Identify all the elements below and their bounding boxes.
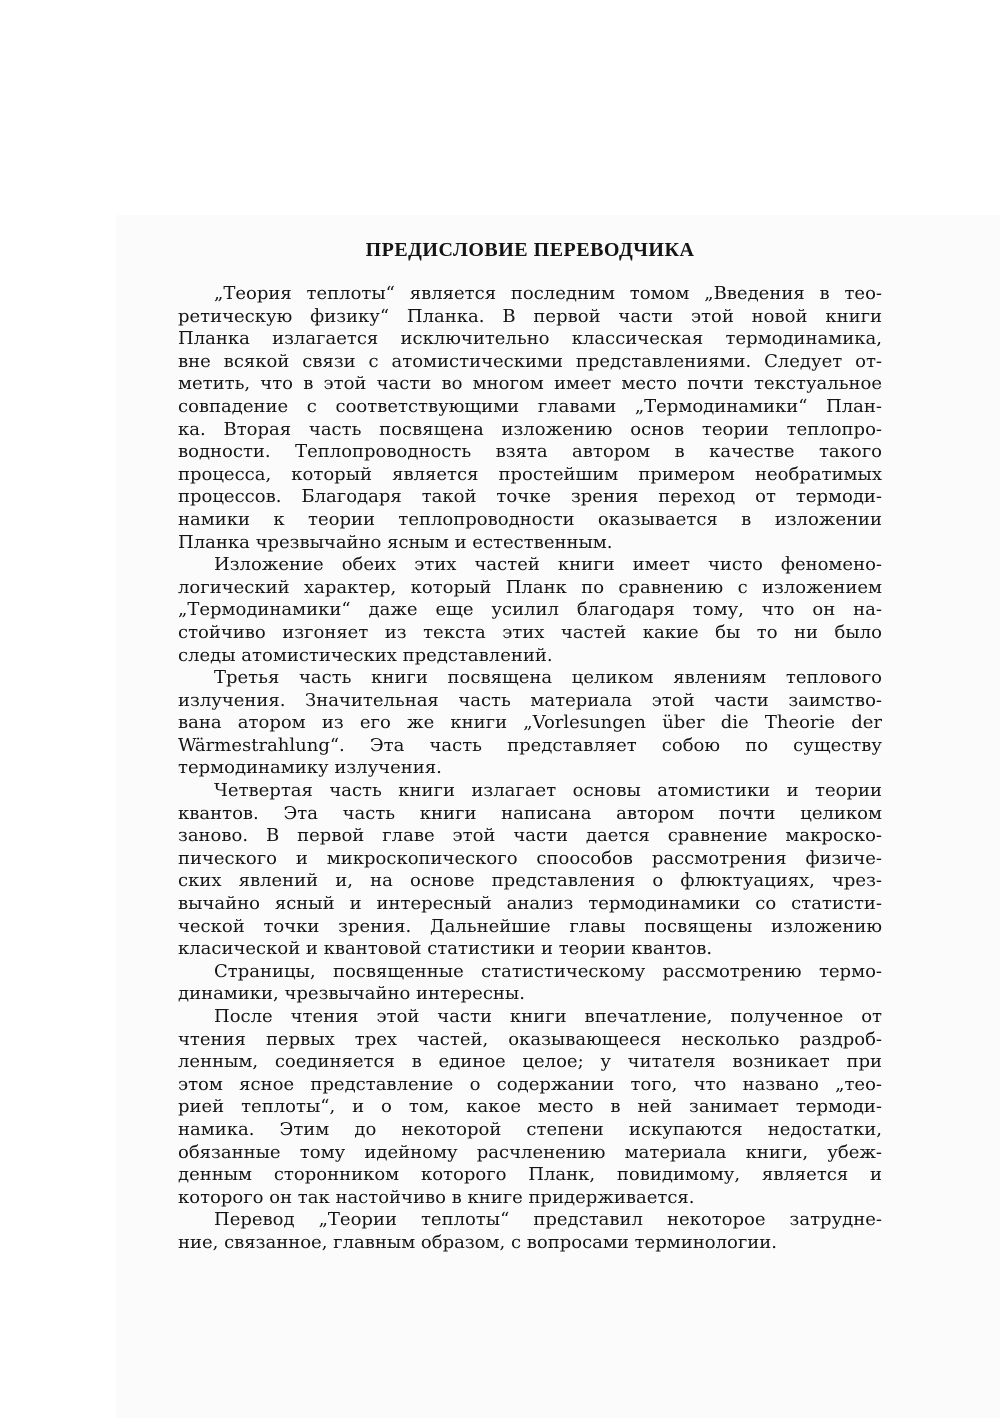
text-line: „Термодинамики“ даже еще усилил благодаря тому, что он на- xyxy=(178,599,882,621)
text-line: Третья часть книги посвящена целиком явлениям теплового xyxy=(214,667,882,689)
text-line: процесса, который является простейшим примером необратимых xyxy=(178,463,882,485)
text-line: логический характер, который Планк по сравнению с изложением xyxy=(178,576,882,598)
text-line: вана атором из его же книги „Vorlesungen über die Theorie der xyxy=(178,712,882,734)
text-line: ленным, соединяется в единое целое; у читателя возникает при xyxy=(178,1051,882,1073)
text-line: ка. Вторая часть посвящена изложению основ теории теплопро- xyxy=(178,418,882,440)
text-line: вычайно ясный и интересный анализ термодинамики со статисти- xyxy=(178,893,882,915)
text-line: Страницы, посвященные статистическому рассмотрению термо- xyxy=(214,960,882,982)
text-line: После чтения этой части книги впечатление, полученное от xyxy=(214,1006,882,1027)
text-line: чтения первых трех частей, оказывающееся несколько раздроб- xyxy=(178,1028,882,1050)
document-body xyxy=(178,283,882,1255)
text-line: совпадение с соответствующими главами „Термодинамики“ План- xyxy=(178,395,882,417)
text-line: денным сторонником которого Планк, повидимому, является и xyxy=(178,1164,882,1186)
text-line: заново. В первой главе этой части дается сравнение макроско- xyxy=(178,825,882,847)
text-line: Перевод „Теории теплоты“ представил некоторое затрудне- xyxy=(214,1209,882,1231)
text-line: которого он так настойчиво в книге придерживается. xyxy=(178,1186,695,1208)
text-line: обязанные тому идейному расчленению материала книги, убеж- xyxy=(178,1141,882,1163)
paragraph xyxy=(178,283,882,554)
paragraph xyxy=(178,961,882,1006)
text-line: намики к теории теплопроводности оказывается в изложении xyxy=(178,508,882,530)
text-line: ретическую физику“ Планка. В первой части этой новой книги xyxy=(178,305,882,327)
text-line: излучения. Значительная часть материала этой части заимство- xyxy=(178,689,882,711)
text-line: динамики, чрезвычайно интересны. xyxy=(178,983,525,1005)
text-line: этом ясное представление о содержании того, что названо „тео- xyxy=(178,1073,882,1095)
text-line: намика. Этим до некоторой степени искупаются недостатки, xyxy=(178,1118,882,1140)
text-line: Изложение обеих этих частей книги имеет чисто феномено- xyxy=(214,554,882,576)
paragraph xyxy=(178,780,882,961)
document-page xyxy=(178,230,882,1255)
text-line: следы атомистических представлений. xyxy=(178,644,553,666)
paragraph xyxy=(178,554,882,667)
paragraph xyxy=(178,1006,882,1209)
text-line: Планка излагается исключительно классическая термодинамика, xyxy=(178,328,882,350)
text-line: вне всякой связи с атомистическими представлениями. Следует от- xyxy=(178,350,882,372)
text-line: класической и квантовой статистики и теории квантов. xyxy=(178,938,713,960)
page-title: ПРЕДИСЛОВИЕ ПЕРЕВОДЧИКА xyxy=(365,239,695,261)
text-line: метить, что в этой части во многом имеет место почти текстуальное xyxy=(178,373,882,395)
text-line: стойчиво изгоняет из текста этих частей какие бы то ни было xyxy=(178,621,882,643)
text-line: водности. Теплопроводность взята автором в качестве такого xyxy=(178,441,882,463)
text-line: Четвертая часть книги излагает основы атомистики и теории xyxy=(214,780,882,802)
text-line: ние, связанное, главным образом, с вопросами терминологии. xyxy=(178,1231,777,1253)
text-line: Планка чрезвычайно ясным и естественным. xyxy=(178,531,613,553)
paragraph xyxy=(178,1209,882,1254)
text-line: „Теория теплоты“ является последним томом „Введения в тео- xyxy=(214,283,882,304)
text-line: рией теплоты“, и о том, какое место в ней занимает термоди- xyxy=(178,1096,882,1118)
text-line: ских явлений и, на основе представления о флюктуациях, чрез- xyxy=(178,870,882,892)
text-line: квантов. Эта часть книги написана автором почти целиком xyxy=(178,802,882,824)
paragraph xyxy=(178,667,882,780)
text-line: пического и микроскопического споособов рассмотрения физиче- xyxy=(178,847,882,869)
text-line: ческой точки зрения. Дальнейшие главы посвящены изложению xyxy=(178,915,882,937)
text-line: Wärmestrahlung“. Эта часть представляет собою по существу xyxy=(178,734,882,756)
text-line: термодинамику излучения. xyxy=(178,757,442,779)
text-line: процессов. Благодаря такой точке зрения переход от термоди- xyxy=(178,486,882,508)
